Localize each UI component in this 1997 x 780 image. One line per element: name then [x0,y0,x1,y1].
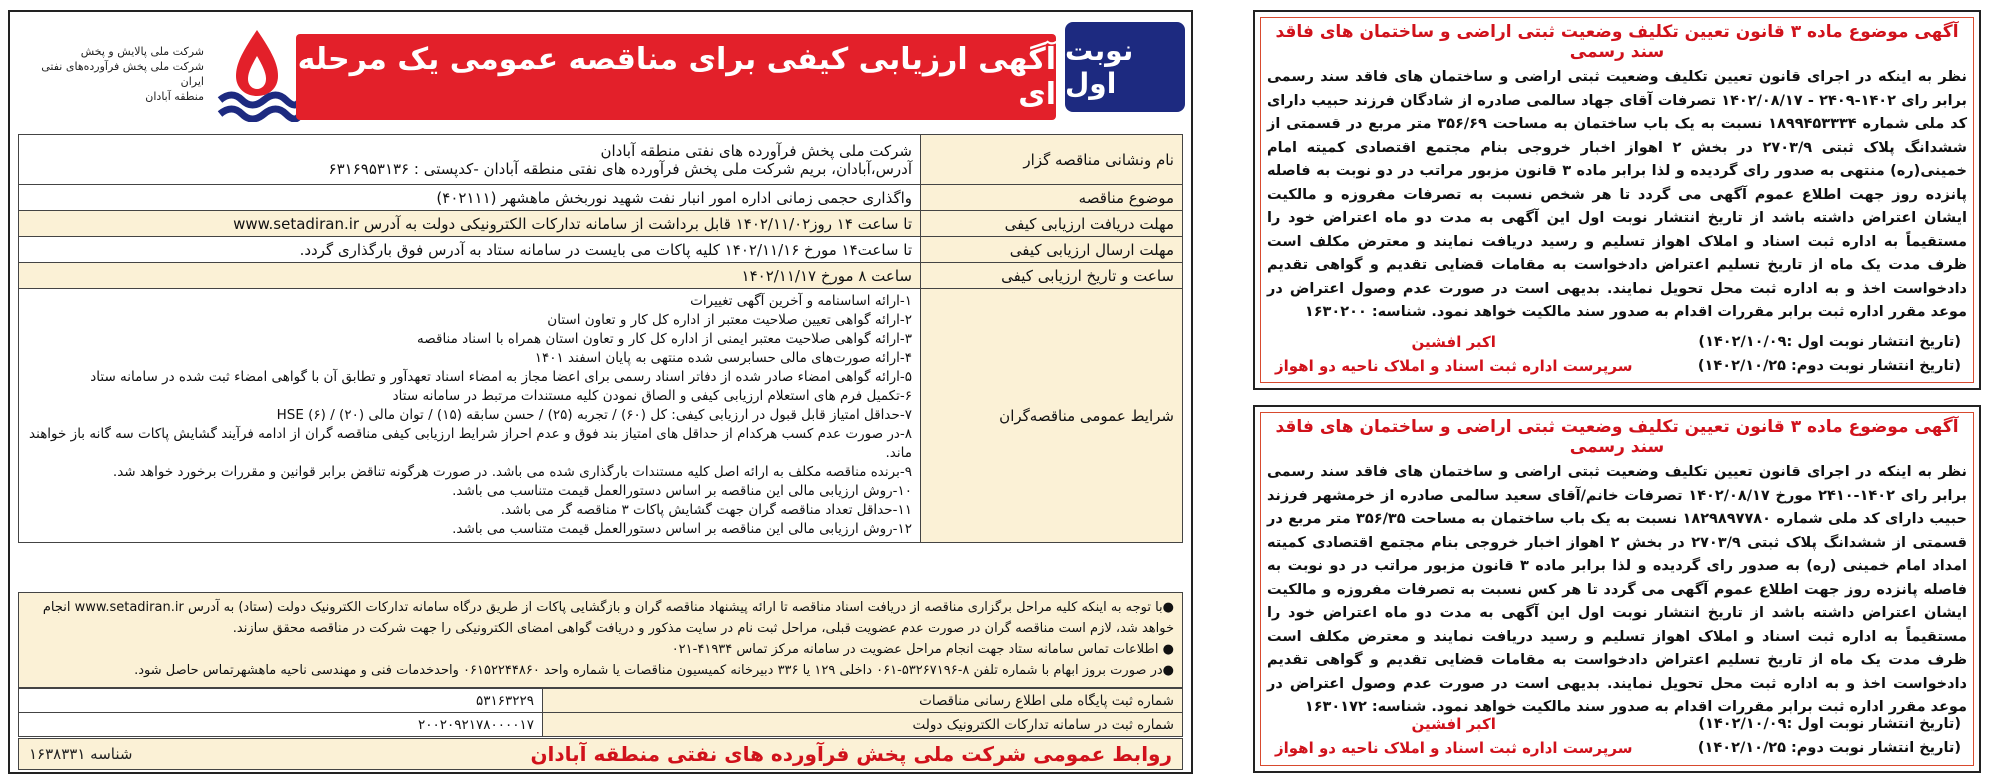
registration-notice-2 [1253,405,1981,773]
row-value: واگذاری حجمی زمانی اداره امور انبار نفت شهید نوربخش ماهشهر (۴۰۲۱۱۱) [19,185,921,211]
public-relations-signature: روابط عمومی شرکت ملی پخش فرآورده های نفتی منطقه آبادان [530,742,1172,766]
condition-item: ۲-ارائه گواهی تعیین صلاحیت معتبر از اداره کل کار و تعاون استان [547,312,912,328]
signer-name: اکبر افشین [1411,715,1496,733]
value-line: آدرس،آبادان، بریم شرکت ملی پخش فرآورده های نفتی منطقه آبادان -کدپستی : ۶۳۱۶۹۵۳۱۳۶ [328,159,912,178]
table-row [19,135,1183,185]
row-value: تا ساعت ۱۴ روز۱۴۰۲/۱۱/۰۲ قابل برداشت از سامانه تدارکات الکترونیکی دولت به آدرس www.setadiran.ir [19,211,921,237]
registration-label: شماره ثبت پایگاه ملی اطلاع رسانی مناقصات [543,689,1183,713]
row-label: نام ونشانی مناقصه گزار [921,135,1183,185]
ad-id-code: شناسه ۱۶۳۸۳۳۱ [29,745,133,763]
notice-title: آگهی موضوع ماده ۳ قانون تعیین تکلیف وضعیت ثبتی اراضی و ساختمان های فاقد سند رسمی [1275,417,1959,457]
row-label: موضوع مناقصه [921,185,1183,211]
logo-line: شرکت ملی پالایش و پخش [80,45,204,58]
logo-line: شرکت ملی پخش فرآورده‌های نفتی ایران [41,60,204,88]
notice-signature [1275,712,1632,760]
condition-item: ۵-ارائه گواهی امضاء صادر شده از دفاتر اسناد رسمی برای اعضا مجاز به امضاء اسناد تعهدآور و تطابق آن با گواهی امضاء ثبت شده در سامانه ستاد [90,369,912,385]
notice-dates [1698,330,1961,378]
tender-footer [18,738,1183,770]
table-row [19,713,1183,737]
table-row [19,211,1183,237]
publish-date-first: (تاریخ انتشار نوبت اول :۱۴۰۲/۱۰/۰۹) [1698,334,1961,350]
conditions-label: شرایط عمومی مناقصه‌گران [921,289,1183,543]
notice-body: نظر به اینکه در اجرای قانون تعیین تکلیف وضعیت ثبتی اراضی و ساختمان های فاقد سند رسمی برابر رای ۱۴۰۲-۲۴۱۰ مورخ ۱۴۰۲/۰۸/۱۷ تصرفات خانم/آقای سعید سالمی صادره از خرمشهر فرزند حبیب دارای کد ملی شماره ۱۸۲۹۸۹۷۷۸۰ نسبت به یک باب ساختمان به مساحت ۳۵۶/۳۵ متر مربع در قسمتی از ششدانگ پلاک ثبتی ۲۷۰۳/۹ در بخش ۲ اهواز اخبار خروجی بنام مجتمع اقتصادی کمیته امداد امام خمینی (ره) به صدور رای گردیده و لذا برابر ماده ۳ قانون مزبور مراتب در دو نوبت به فاصله پانزده روز جهت اطلاع عموم آگهی می گردد تا هر کس نسبت به تصرفات مفروزه و مالکیت ایشان اعتراض داشته باشد از تاریخ انتشار نوبت اول این آگهی به مدت دو ماه اعتراض خود را مستقیماً به اداره ثبت اسناد و املاک اهواز تسلیم و رسید دریافت نمایند و معترض مکلف است ظرف مدت یک ماه از تاریخ تسلیم اعتراض دادخواست به مقامات قضایی تقدیم و گواهی تقدیم دادخواست اخذ و به اداره ثبت محل تحویل نمایند. بدیهی است در صورت عدم وصول اعتراض در موعد مقرر اداره ثبت برابر مقررات اقدام به صدور سند مالکیت خواهد نمود. شناسه: ۱۶۳۰۱۷۲ [1267,464,1968,715]
condition-item: ۳-ارائه گواهی صلاحیت معتبر ایمنی از اداره کل کار و تعاون استان همراه با اسناد مناقصه [417,331,912,347]
condition-item: ۱۰-روش ارزیابی مالی این مناقصه بر اساس دستورالعمل قیمت متناسب می باشد. [452,483,912,499]
company-logo-block [18,26,308,126]
publish-date-second: (تاریخ انتشار نوبت دوم: ۱۴۰۲/۱۰/۲۵) [1697,358,1961,374]
table-row [19,263,1183,289]
notice-dates [1698,712,1961,760]
notice-body: نظر به اینکه در اجرای قانون تعیین تکلیف وضعیت ثبتی اراضی و ساختمان های فاقد سند رسمی برابر رای ۱۴۰۲-۲۴۰۹ - ۱۴۰۲/۰۸/۱۷ تصرفات آقای جهاد سالمی صادره از شادگان فرزند حبیب دارای کد ملی شماره ۱۸۹۹۴۵۳۳۳۴ نسبت به یک باب ساختمان به مساحت ۳۵۶/۶۹ متر مربع در قسمتی از ششدانگ پلاک ثبتی ۲۷۰۳/۹ در بخش ۲ اهواز اخبار خروجی بنام مجتمع اقتصادی کمیته امام خمینی(ره) منتهی به صدور رای گردیده و لذا برابر ماده ۳ قانون مزبور مراتب در دو نوبت به فاصله پانزده روز جهت اطلاع عموم آگهی می گردد تا هر شخص نسبت به تصرفات مفروزه و مالکیت ایشان اعتراض داشته باشد از تاریخ انتشار نوبت اول این آگهی به مدت دو ماه اعتراض خود را مستقیماً به اداره ثبت اسناد و املاک اهواز تسلیم و رسید دریافت نمایند و معترض مکلف است ظرف مدت یک ماه از تاریخ تسلیم اعتراض دادخواست به مقامات قضایی تقدیم و گواهی تقدیم دادخواست اخذ و به اداره ثبت محل تحویل نمایند. بدیهی است در صورت عدم وصول اعتراض در موعد مقرر اداره ثبت برابر مقررات اقدام به صدور سند مالکیت خواهد نمود. شناسه: ۱۶۳۰۲۰۰ [1267,69,1968,320]
table-row [19,689,1183,713]
publish-date-second: (تاریخ انتشار نوبت دوم: ۱۴۰۲/۱۰/۲۵) [1697,740,1961,756]
signer-title: سرپرست اداره ثبت اسناد و املاک ناحیه دو اهواز [1275,739,1633,757]
row-label: ساعت و تاریخ ارزیابی کیفی [921,263,1183,289]
tender-notes [18,592,1183,688]
conditions-list [19,289,921,543]
note-item: ●با توجه به اینکه کلیه مراحل برگزاری مناقصه از دریافت اسناد مناقصه تا ارائه پیشنهاد مناقصه گران و بازگشایی پاکات از طریق درگاه سامانه تدارکات الکترونیک دولت (ستاد) به آدرس www.setadiran.ir انجام خواهد شد، لازم است مناقصه گران در صورت عدم عضویت قبلی، مراحل ثبت نام در سایت مذکور و دریافت گواهی امضای الکترونیکی را جهت شرکت در مناقصه محقق سازند. [42,600,1174,636]
condition-item: ۱-ارائه اساسنامه و آخرین آگهی تغییرات [690,293,912,309]
notice-signature [1275,330,1632,378]
registration-value: ۵۳۱۶۳۲۲۹ [19,689,543,713]
note-item: ● اطلاعات تماس سامانه ستاد جهت انجام مراحل عضویت در سامانه مرکز تماس ۴۱۹۳۴-۰۲۱ [671,642,1174,657]
company-logo-text [24,44,204,104]
row-value: تا ساعت۱۴ مورخ ۱۴۰۲/۱۱/۱۶ کلیه پاکات می بایست در سامانه ستاد به آدرس فوق بارگذاری گردد. [19,237,921,263]
condition-item: ۹-برنده مناقصه مکلف به ارائه اصل کلیه مستندات بارگذاری شده می باشد. در صورت هرگونه تناقض برابر قوانین و مقررات برخورد خواهد شد. [112,464,912,480]
table-row [19,185,1183,211]
publication-round-badge: نوبت اول [1065,22,1185,112]
signer-name: اکبر افشین [1411,333,1496,351]
note-item: ●در صورت بروز ابهام با شماره تلفن ۸-۵۳۲۶۷۱۹۶-۰۶۱ داخلی ۱۲۹ یا ۳۳۶ دبیرخانه کمیسیون مناقصات یا شماره واحد ۰۶۱۵۲۲۴۴۸۶۰ واحدخدمات فنی و مهندسی ناحیه ماهشهرتماس حاصل شود. [134,663,1174,678]
registration-label: شماره ثبت در سامانه تدارکات الکترونیک دولت [543,713,1183,737]
condition-item: ۶-تکمیل فرم های استعلام ارزیابی کیفی و الصاق نمودن کلیه مستندات مرتبط در سامانه ستاد [392,388,912,404]
table-row [19,289,1183,543]
registration-value: ۲۰۰۲۰۹۲۱۷۸۰۰۰۰۱۷ [19,713,543,737]
oil-company-logo-icon [212,26,302,122]
tender-title: آگهی ارزیابی کیفی برای مناقصه عمومی یک مرحله ای [296,34,1056,120]
table-row [19,237,1183,263]
registration-table [18,688,1183,737]
logo-line: منطقه آبادان [145,90,204,103]
tender-info-table [18,134,1183,543]
condition-item: ۱۱-حداقل تعداد مناقصه گران جهت گشایش پاکات ۳ مناقصه گر می باشد. [500,502,912,518]
row-label: مهلت ارسال ارزیابی کیفی [921,237,1183,263]
condition-item: ۷-حداقل امتیاز قابل قبول در ارزیابی کیفی: کل (۶۰) / تجربه (۲۵) / حسن سابقه (۱۵) / توان مالی (۲۰) / HSE (۶) [276,407,912,423]
condition-item: ۱۲-روش ارزیابی مالی این مناقصه بر اساس دستورالعمل قیمت متناسب می باشد. [452,521,912,537]
registration-notice-1 [1253,10,1981,390]
value-line: شرکت ملی پخش فرآورده های نفتی منطقه آبادان [600,141,912,160]
publish-date-first: (تاریخ انتشار نوبت اول :۱۴۰۲/۱۰/۰۹) [1698,716,1961,732]
signer-title: سرپرست اداره ثبت اسناد و املاک ناحیه دو اهواز [1275,357,1633,375]
tender-ad [8,10,1193,774]
notice-title: آگهی موضوع ماده ۳ قانون تعیین تکلیف وضعیت ثبتی اراضی و ساختمان های فاقد سند رسمی [1275,22,1959,62]
condition-item: ۴-ارائه صورت‌های مالی حسابرسی شده منتهی به پایان اسفند ۱۴۰۱ [534,350,912,366]
row-value: ساعت ۸ مورخ ۱۴۰۲/۱۱/۱۷ [19,263,921,289]
tender-header [10,12,1191,132]
row-value [19,135,921,185]
row-label: مهلت دریافت ارزیابی کیفی [921,211,1183,237]
condition-item: ۸-در صورت عدم کسب هرکدام از حداقل های امتیاز بند فوق و عدم احراز شرایط ارزیابی کیفی مناقصه گران از ادامه فرآیند گشایش پاکات سه گانه باز خواهند ماند. [29,426,912,461]
